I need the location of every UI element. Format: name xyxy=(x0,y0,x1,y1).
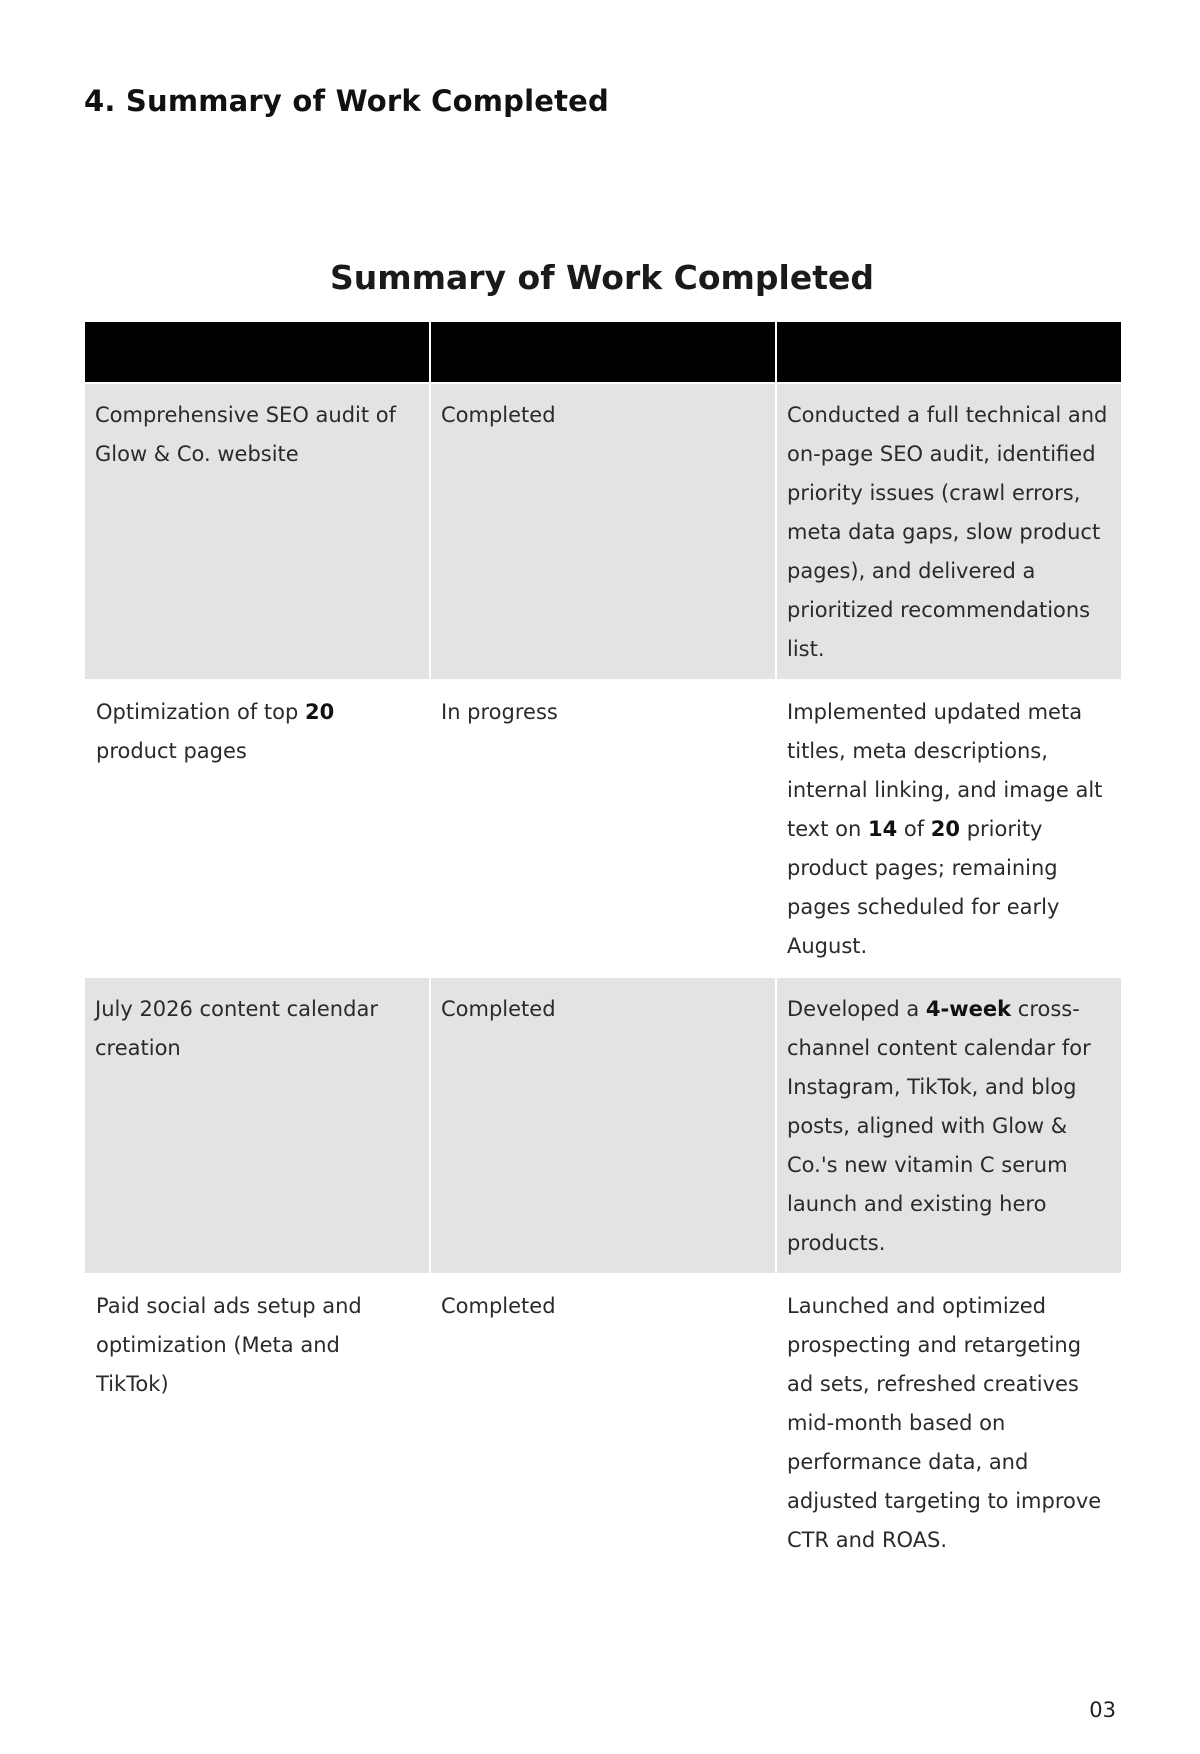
table-row xyxy=(85,680,1121,977)
task-cell: July 2026 content calendar creation xyxy=(85,977,430,1274)
task-text: Optimization of top xyxy=(96,700,306,724)
table-header-row xyxy=(85,322,1121,383)
details-text: Implemented updated meta titles, meta descriptions, internal linking, and image alt text on xyxy=(787,700,1103,841)
header-cell-details xyxy=(776,322,1121,383)
details-text: priority product pages; remaining pages scheduled for early August. xyxy=(787,817,1060,958)
details-text: cross-channel content calendar for Instagram, TikTok, and blog posts, aligned with Glow & Co.'s new vitamin C serum launch and existing hero products. xyxy=(787,997,1091,1255)
status-cell: Completed xyxy=(430,977,776,1274)
table-row xyxy=(85,383,1121,680)
work-summary-table xyxy=(84,322,1121,1570)
details-text: of xyxy=(897,817,931,841)
page-number: 03 xyxy=(1089,1698,1116,1722)
details-number: 20 xyxy=(930,817,961,841)
task-cell xyxy=(85,680,430,977)
task-cell: Comprehensive SEO audit of Glow & Co. website xyxy=(85,383,430,680)
table-row xyxy=(85,1274,1121,1570)
task-number: 20 xyxy=(305,700,335,724)
task-cell: Paid social ads setup and optimization (Meta and TikTok) xyxy=(85,1274,430,1570)
details-text: Developed a xyxy=(787,997,926,1021)
task-text: product pages xyxy=(96,739,247,763)
details-emphasis: 4-week xyxy=(925,997,1012,1021)
header-cell-task xyxy=(85,322,430,383)
details-number: 14 xyxy=(867,817,898,841)
table-title: Summary of Work Completed xyxy=(329,258,875,297)
table-row xyxy=(85,977,1121,1274)
details-cell: Conducted a full technical and on-page SEO audit, identified priority issues (crawl errors, meta data gaps, slow product pages), and delivered a prioritized recommendations list. xyxy=(776,383,1121,680)
details-cell xyxy=(776,977,1121,1274)
header-cell-status xyxy=(430,322,776,383)
status-cell: Completed xyxy=(430,383,776,680)
details-cell: Launched and optimized prospecting and retargeting ad sets, refreshed creatives mid-month based on performance data, and adjusted targeting to improve CTR and ROAS. xyxy=(776,1274,1121,1570)
table-header xyxy=(85,322,1121,383)
status-cell: Completed xyxy=(430,1274,776,1570)
details-cell xyxy=(776,680,1121,977)
status-cell: In progress xyxy=(430,680,776,977)
section-heading: 4. Summary of Work Completed xyxy=(84,84,610,118)
